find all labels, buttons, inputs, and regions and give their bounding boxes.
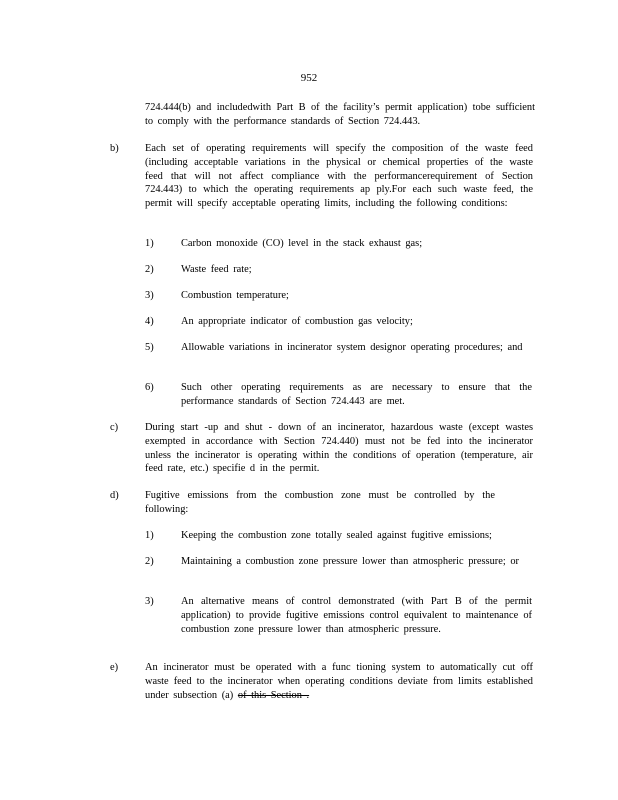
section-e-text: An incinerator must be operated with a func tioning system to automatically cut off waste feed to the incinerator when operating conditions deviate from limits established under subsection (a) bbox=[145, 662, 533, 701]
section-b-item-4-marker: 4) bbox=[145, 316, 154, 327]
section-e-marker: e) bbox=[110, 662, 119, 673]
section-d-marker: d) bbox=[110, 490, 119, 501]
section-d-item-1-marker: 1) bbox=[145, 530, 154, 541]
section-b-item-3-marker: 3) bbox=[145, 290, 154, 301]
section-c-text: During start -up and shut - down of an incinerator, hazardous waste (except wastes exempted in accordance with Section 724.440) must not be fed into the incinerator unless the incinerator is operating within the conditions of operation (temperature, air feed rate, etc.) specifie d in the permit. bbox=[145, 422, 533, 475]
section-b-item-3-text: Combustion temperature; bbox=[181, 290, 289, 301]
page-number: 952 bbox=[300, 72, 318, 84]
section-b-item-5-text: Allowable variations in incinerator system designor operating procedures; and bbox=[181, 342, 523, 353]
continued-paragraph: 724.444(b) and includedwith Part B of the facility’s permit application) tobe sufficient to comply with the performance standards of Section 724.443. bbox=[145, 102, 535, 127]
section-b-item-4-text: An appropriate indicator of combustion gas velocity; bbox=[181, 316, 413, 327]
section-b-item-6-marker: 6) bbox=[145, 382, 154, 393]
section-b-item-6-text: Such other operating requirements as are necessary to ensure that the performance standards of Section 724.443 are met. bbox=[181, 382, 532, 407]
section-d-item-3-marker: 3) bbox=[145, 596, 154, 607]
section-b-item-5-marker: 5) bbox=[145, 342, 154, 353]
section-d-item-3-text: An alternative means of control demonstrated (with Part B of the permit application) to provide fugitive emissions control equivalent to maintenance of combustion zone pressure lower than atmospheric pressure. bbox=[181, 596, 532, 635]
section-d-item-2-marker: 2) bbox=[145, 556, 154, 567]
section-b-item-1-text: Carbon monoxide (CO) level in the stack exhaust gas; bbox=[181, 238, 423, 249]
section-e-struck-text: of this Section . bbox=[237, 689, 310, 701]
section-c-marker: c) bbox=[110, 422, 119, 433]
section-b-marker: b) bbox=[110, 143, 119, 154]
section-e-paragraph bbox=[145, 661, 533, 702]
section-d-item-2-text: Maintaining a combustion zone pressure lower than atmospheric pressure; or bbox=[181, 556, 519, 567]
section-b-text: Each set of operating requirements will specify the composition of the waste feed (including acceptable variations in the physical or chemical properties of the waste feed that will not affect compliance with the performancerequirement of Section 724.443) to which the operating requirements ap ply.For each such waste feed, the permit will specify acceptable operating limits, including the following conditions: bbox=[145, 143, 533, 210]
section-b-item-1-marker: 1) bbox=[145, 238, 154, 249]
section-d-item-1-text: Keeping the combustion zone totally sealed against fugitive emissions; bbox=[181, 530, 492, 541]
section-b-item-2-text: Waste feed rate; bbox=[181, 264, 252, 275]
section-d-text: Fugitive emissions from the combustion zone must be controlled by the following: bbox=[145, 490, 495, 515]
section-b-item-2-marker: 2) bbox=[145, 264, 154, 275]
